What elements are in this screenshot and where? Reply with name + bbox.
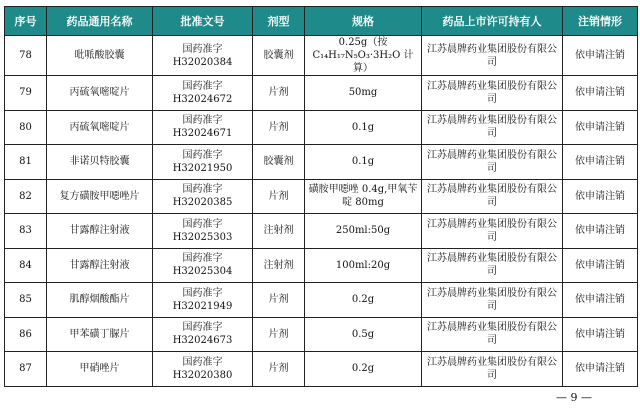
approval-number-cell (153, 214, 253, 249)
drug-name-cell: 肌醇烟酸酯片 (47, 283, 153, 318)
approval-code: H32025303 (172, 231, 233, 243)
dosage-form-cell: 注射剂 (253, 248, 305, 283)
license-holder-cell: 江苏晨牌药业集团股份有限公司 (422, 317, 563, 352)
license-holder-cell: 江苏晨牌药业集团股份有限公司 (422, 36, 563, 76)
dosage-form-cell: 胶囊剂 (253, 36, 305, 76)
dosage-form-cell: 片剂 (253, 179, 305, 214)
cancellation-status-cell: 依申请注销 (563, 317, 638, 352)
cancellation-status-cell: 依申请注销 (563, 214, 638, 249)
row-number-cell: 87 (5, 352, 47, 387)
table-row (5, 36, 638, 76)
drug-name-cell: 丙硫氧嘧啶片 (47, 110, 153, 145)
specification-cell: 0.25g（按 C₁₄H₁₇N₅O₃·3H₂O 计算） (305, 36, 422, 76)
cancellation-status-cell: 依申请注销 (563, 76, 638, 111)
row-number-cell: 81 (5, 145, 47, 180)
license-holder-cell: 江苏晨牌药业集团股份有限公司 (422, 352, 563, 387)
drug-name-cell: 吡哌酸胶囊 (47, 36, 153, 76)
row-number-cell: 79 (5, 76, 47, 111)
drug-name-cell: 复方磺胺甲噁唑片 (47, 179, 153, 214)
row-number-cell: 85 (5, 283, 47, 318)
cancellation-status-cell: 依申请注销 (563, 145, 638, 180)
approval-number-cell (153, 36, 253, 76)
approval-prefix: 国药准字 (182, 322, 223, 334)
column-header: 序号 (5, 7, 47, 36)
specification-cell: 100ml:20g (305, 248, 422, 283)
table-row (5, 317, 638, 352)
approval-prefix: 国药准字 (182, 149, 223, 161)
approval-number-cell (153, 110, 253, 145)
dosage-form-cell: 片剂 (253, 110, 305, 145)
approval-prefix: 国药准字 (182, 43, 223, 55)
approval-prefix: 国药准字 (182, 253, 223, 265)
specification-cell: 50mg (305, 76, 422, 111)
specification-cell: 0.1g (305, 145, 422, 180)
row-number-cell: 86 (5, 317, 47, 352)
approval-number-cell (153, 248, 253, 283)
row-number-cell: 78 (5, 36, 47, 76)
drug-name-cell: 丙硫氧嘧啶片 (47, 76, 153, 111)
drug-name-cell: 甲苯磺丁脲片 (47, 317, 153, 352)
specification-cell: 0.5g (305, 317, 422, 352)
drug-name-cell: 甘露醇注射液 (47, 248, 153, 283)
license-holder-cell: 江苏晨牌药业集团股份有限公司 (422, 110, 563, 145)
dosage-form-cell: 片剂 (253, 283, 305, 318)
license-holder-cell: 江苏晨牌药业集团股份有限公司 (422, 76, 563, 111)
dosage-form-cell: 片剂 (253, 317, 305, 352)
row-number-cell: 84 (5, 248, 47, 283)
column-header: 剂型 (253, 7, 305, 36)
cancellation-status-cell: 依申请注销 (563, 36, 638, 76)
table-row (5, 214, 638, 249)
approval-code: H32024672 (172, 93, 233, 105)
cancellation-status-cell: 依申请注销 (563, 352, 638, 387)
dosage-form-cell: 胶囊剂 (253, 145, 305, 180)
table-row (5, 248, 638, 283)
cancellation-status-cell: 依申请注销 (563, 248, 638, 283)
specification-cell: 250ml:50g (305, 214, 422, 249)
drug-cancellation-table (4, 6, 638, 387)
approval-code: H32020385 (172, 197, 233, 209)
drug-name-cell: 非诺贝特胶囊 (47, 145, 153, 180)
row-number-cell: 83 (5, 214, 47, 249)
drug-name-cell: 甲硝唑片 (47, 352, 153, 387)
license-holder-cell: 江苏晨牌药业集团股份有限公司 (422, 179, 563, 214)
table-row (5, 110, 638, 145)
approval-number-cell (153, 145, 253, 180)
approval-prefix: 国药准字 (182, 356, 223, 368)
specification-cell: 0.1g (305, 110, 422, 145)
table-row (5, 179, 638, 214)
table-row (5, 352, 638, 387)
approval-number-cell (153, 317, 253, 352)
row-number-cell: 82 (5, 179, 47, 214)
approval-number-cell (153, 179, 253, 214)
dosage-form-cell: 片剂 (253, 76, 305, 111)
column-header: 药品上市许可持有人 (422, 7, 563, 36)
page-number: — 9 — (556, 391, 592, 404)
cancellation-status-cell: 依申请注销 (563, 283, 638, 318)
table-row (5, 76, 638, 111)
approval-code: H32024673 (172, 335, 233, 347)
license-holder-cell: 江苏晨牌药业集团股份有限公司 (422, 145, 563, 180)
table-row (5, 283, 638, 318)
approval-code: H32020380 (172, 369, 233, 381)
table-body (5, 36, 638, 387)
approval-code: H32021949 (172, 300, 233, 312)
approval-prefix: 国药准字 (182, 115, 223, 127)
approval-prefix: 国药准字 (182, 287, 223, 299)
dosage-form-cell: 注射剂 (253, 214, 305, 249)
approval-prefix: 国药准字 (182, 184, 223, 196)
approval-code: H32024671 (172, 128, 233, 140)
cancellation-status-cell: 依申请注销 (563, 179, 638, 214)
specification-cell: 0.2g (305, 283, 422, 318)
drug-name-cell: 甘露醇注射液 (47, 214, 153, 249)
specification-cell: 0.2g (305, 352, 422, 387)
row-number-cell: 80 (5, 110, 47, 145)
column-header: 药品通用名称 (47, 7, 153, 36)
table-header-row (5, 7, 638, 36)
cancellation-status-cell: 依申请注销 (563, 110, 638, 145)
approval-number-cell (153, 76, 253, 111)
column-header: 规格 (305, 7, 422, 36)
table-row (5, 145, 638, 180)
column-header: 注销情形 (563, 7, 638, 36)
license-holder-cell: 江苏晨牌药业集团股份有限公司 (422, 214, 563, 249)
specification-cell: 磺胺甲噁唑 0.4g,甲氧苄啶 80mg (305, 179, 422, 214)
approval-prefix: 国药准字 (182, 218, 223, 230)
dosage-form-cell: 片剂 (253, 352, 305, 387)
approval-number-cell (153, 352, 253, 387)
approval-number-cell (153, 283, 253, 318)
approval-prefix: 国药准字 (182, 80, 223, 92)
license-holder-cell: 江苏晨牌药业集团股份有限公司 (422, 248, 563, 283)
approval-code: H32021950 (172, 162, 233, 174)
approval-code: H32020384 (172, 56, 233, 68)
approval-code: H32025304 (172, 266, 233, 278)
column-header: 批准文号 (153, 7, 253, 36)
license-holder-cell: 江苏晨牌药业集团股份有限公司 (422, 283, 563, 318)
